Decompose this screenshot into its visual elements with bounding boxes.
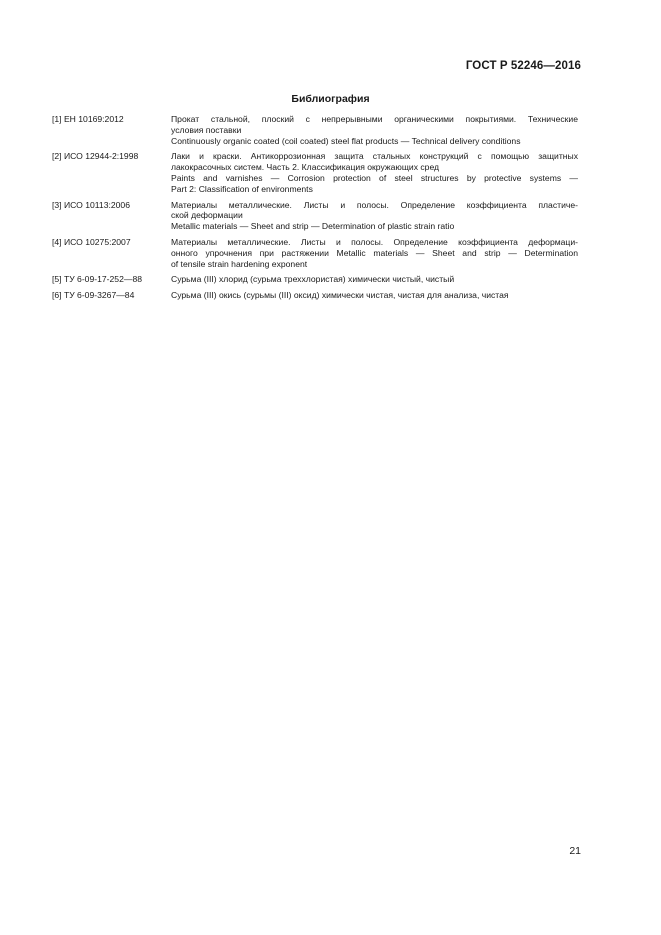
bibliography-line: Paints and varnishes — Corrosion protection of steel structures by protective systems — (171, 172, 578, 183)
bibliography-line: Metallic materials — Sheet and strip — Determination of plastic strain ratio (171, 221, 455, 232)
bibliography-ref: [6] ТУ 6-09-3267—84 (52, 290, 135, 301)
bibliography-ref: [4] ИСО 10275:2007 (52, 236, 131, 247)
bibliography-line: Continuously organic coated (coil coated) steel flat products — Technical delivery conditions (171, 135, 521, 146)
bibliography-line: условия поставки (171, 124, 242, 135)
bibliography-list (52, 114, 578, 306)
bibliography-entry (52, 200, 578, 232)
bibliography-text (171, 151, 578, 194)
bibliography-line: Лаки и краски. Антикоррозионная защита стальных конструкций с помощью защитных (171, 151, 578, 162)
bibliography-text (171, 237, 578, 269)
section-title: Библиография (291, 93, 370, 105)
bibliography-ref: [2] ИСО 12944-2:1998 (52, 151, 139, 162)
bibliography-text (171, 200, 578, 232)
bibliography-entry (52, 274, 578, 285)
document-header (466, 60, 581, 72)
bibliography-text (171, 274, 578, 285)
bibliography-line: Материалы металлические. Листы и полосы. Определение коэффициента пластиче- (171, 199, 578, 210)
bibliography-line: Part 2: Classification of environments (171, 183, 313, 194)
bibliography-line: Материалы металлические. Листы и полосы. Определение коэффициента деформаци- (171, 236, 578, 247)
bibliography-line: ской деформации (171, 210, 243, 221)
standard-id: ГОСТ Р 52246—2016 (465, 60, 581, 72)
bibliography-ref: [3] ИСО 10113:2006 (52, 199, 130, 210)
bibliography-ref: [1] ЕН 10169:2012 (52, 114, 124, 124)
bibliography-text (171, 114, 578, 146)
bibliography-entry (52, 237, 578, 269)
bibliography-entry (52, 290, 578, 301)
bibliography-line: лакокрасочных систем. Часть 2. Классификация окружающих сред (171, 162, 440, 173)
bibliography-ref: [5] ТУ 6-09-17-252—88 (52, 274, 143, 285)
page-number: 21 (569, 845, 581, 857)
bibliography-line: of tensile strain hardening exponent (171, 258, 308, 269)
bibliography-entry (52, 151, 578, 194)
bibliography-line: Сурьма (III) хлорид (сурьма треххлористая) химически чистый, чистый (171, 274, 455, 285)
bibliography-entry (52, 114, 578, 146)
bibliography-line: Сурьма (III) окись (сурьмы (III) оксид) химически чистая, чистая для анализа, чистая (171, 290, 509, 301)
bibliography-line: Прокат стальной, плоский с непрерывными органическими покрытиями. Технические (171, 114, 578, 124)
bibliography-line: онного упрочнения при растяжении Metallic materials — Sheet and strip — Determination (171, 247, 578, 258)
bibliography-text (171, 290, 578, 301)
